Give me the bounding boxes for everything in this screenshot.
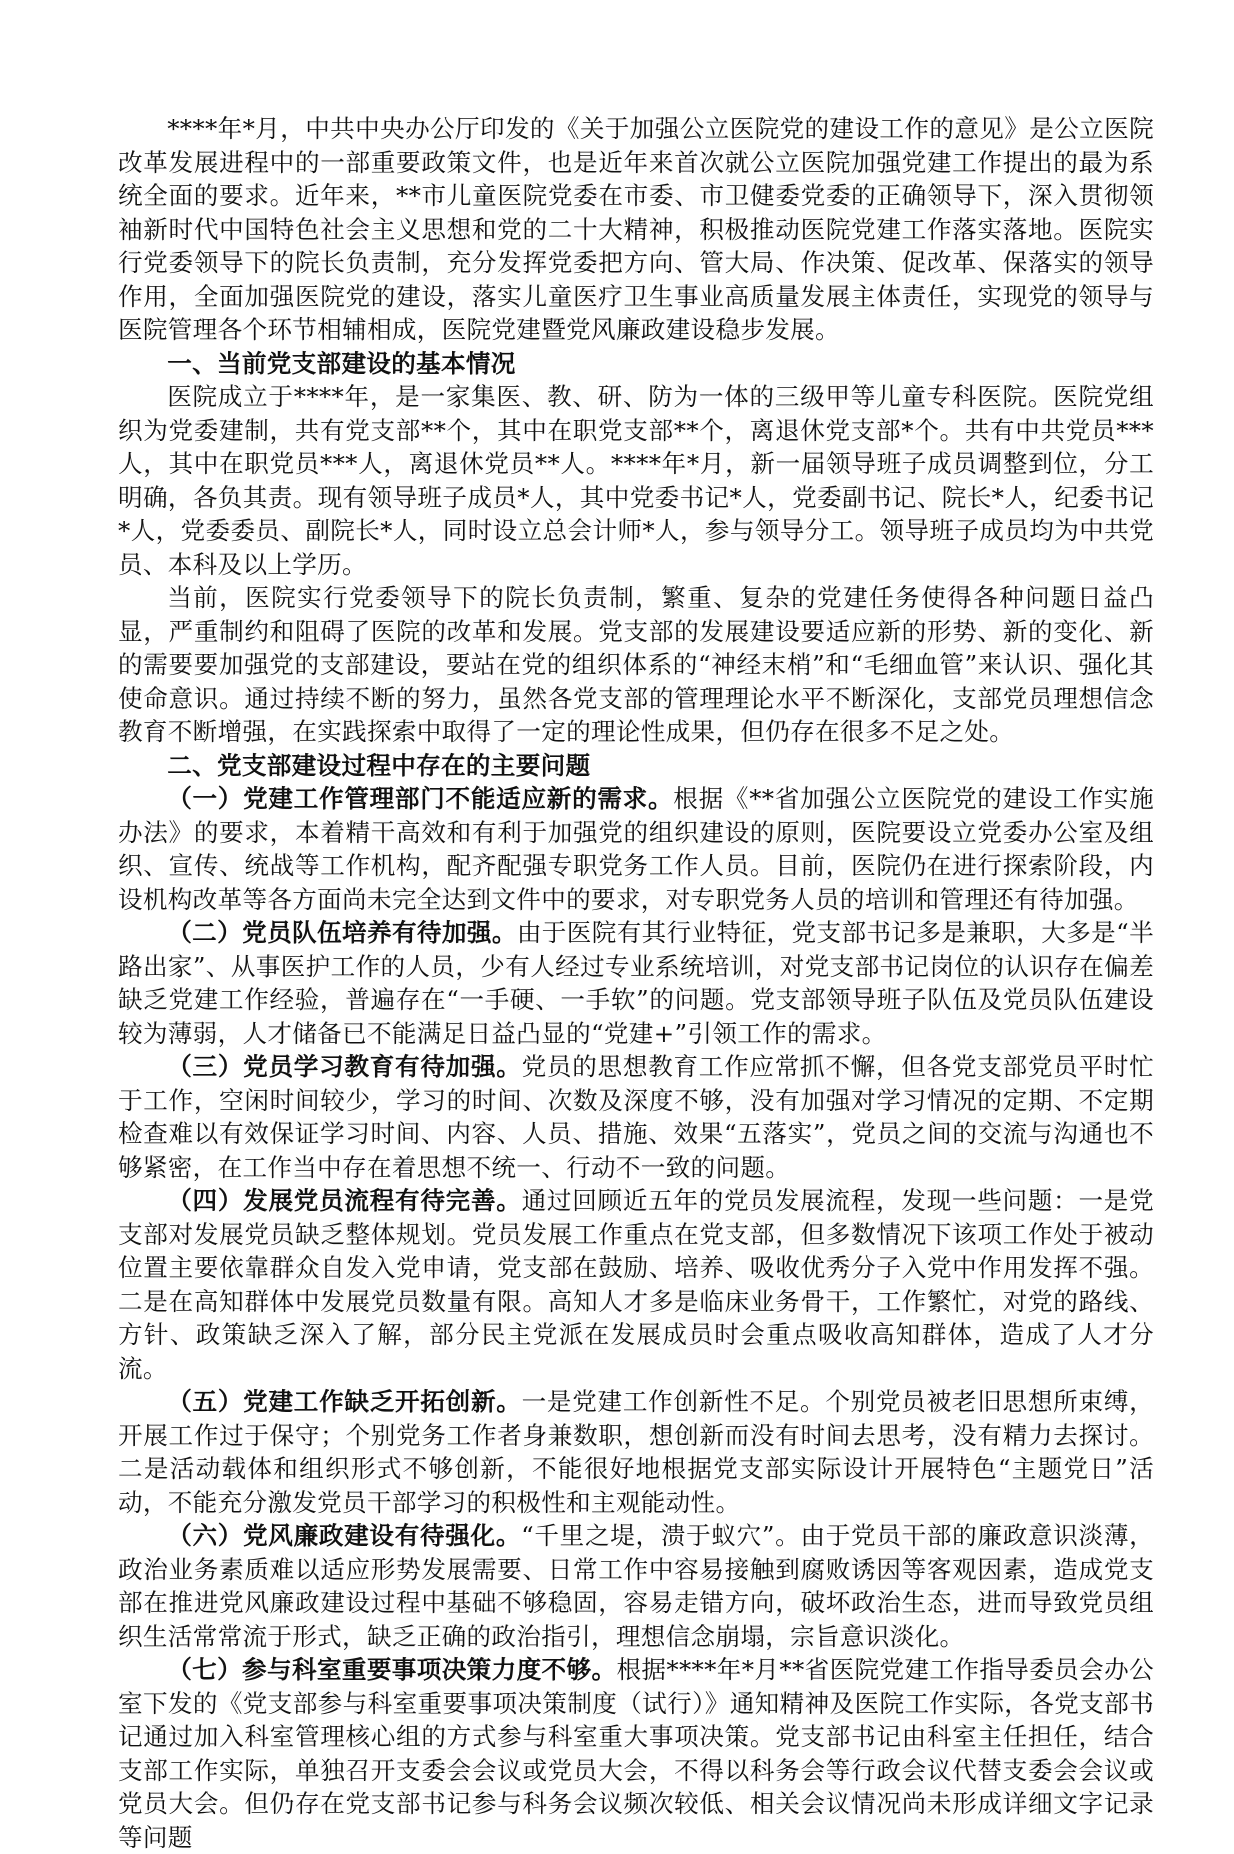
section-heading-main-problems: 二、党支部建设过程中存在的主要问题 (167, 750, 591, 780)
problem-item-1-title: （一）党建工作管理部门不能适应新的需求。 (167, 784, 674, 813)
document-body (118, 112, 1154, 1854)
problem-item-5-text: 一是党建工作创新性不足。个别党员被老旧思想所束缚，开展工作过于保守；个别党务工作者身兼数职，想创新而没有时间去思考，没有精力去探讨。二是活动载体和组织形式不够创新，不能很好地根据党支部实际设计开展特色“主题党日”活动，不能充分激发党员干部学习的积极性和主观能动性。 (118, 1387, 1154, 1517)
problem-item-3 (118, 1050, 1154, 1184)
problem-item-2-title: （二）党员队伍培养有待加强。 (167, 918, 517, 947)
intro-paragraph: ****年*月，中共中央办公厅印发的《关于加强公立医院党的建设工作的意见》是公立医院改革发展进程中的一部重要政策文件，也是近年来首次就公立医院加强党建工作提出的最为系统全面的要求。近年来，**市儿童医院党委在市委、市卫健委党委的正确领导下，深入贯彻领袖新时代中国特色社会主义思想和党的二十大精神，积极推动医院党建工作落实落地。医院实行党委领导下的院长负责制，充分发挥党委把方向、管大局、作决策、促改革、保落实的领导作用，全面加强医院党的建设，落实儿童医疗卫生事业高质量发展主体责任，实现党的领导与医院管理各个环节相辅相成，医院党建暨党风廉政建设稳步发展。 (118, 114, 1154, 344)
problem-item-1 (118, 782, 1154, 916)
section-heading-basic-situation: 一、当前党支部建设的基本情况 (167, 348, 516, 378)
problem-item-5-title: （五）党建工作缺乏开拓创新。 (167, 1387, 522, 1416)
problem-item-3-title: （三）党员学习教育有待加强。 (167, 1052, 522, 1081)
problem-item-2 (118, 916, 1154, 1050)
problem-item-4-title: （四）发展党员流程有待完善。 (167, 1186, 522, 1215)
problem-item-1-text: 根据《**省加强公立医院党的建设工作实施办法》的要求，本着精干高效和有利于加强党的组织建设的原则，医院要设立党委办公室及组织、宣传、统战等工作机构，配齐配强专职党务工作人员。目前，医院仍在进行探索阶段，内设机构改革等各方面尚未完全达到文件中的要求，对专职党务人员的培训和管理还有待加强。 (118, 784, 1154, 914)
basic-situation-paragraph-1: 医院成立于****年，是一家集医、教、研、防为一体的三级甲等儿童专科医院。医院党组织为党委建制，共有党支部**个，其中在职党支部**个，离退休党支部*个。共有中共党员***人，其中在职党员***人，离退休党员**人。****年*月，新一届领导班子成员调整到位，分工明确，各负其责。现有领导班子成员*人，其中党委书记*人，党委副书记、院长*人，纪委书记*人，党委委员、副院长*人，同时设立总会计师*人，参与领导分工。领导班子成员均为中共党员、本科及以上学历。 (118, 382, 1154, 579)
problem-item-7 (118, 1653, 1154, 1854)
problem-item-5 (118, 1385, 1154, 1519)
problem-item-6 (118, 1519, 1154, 1653)
problem-item-6-text: “千里之堤，溃于蚁穴”。由于党员干部的廉政意识淡薄，政治业务素质难以适应形势发展需要、日常工作中容易接触到腐败诱因等客观因素，造成党支部在推进党风廉政建设过程中基础不够稳固，容易走错方向，破坏政治生态，进而导致党员组织生活常常流于形式，缺乏正确的政治指引，理想信念崩塌，宗旨意识淡化。 (118, 1521, 1154, 1651)
problem-item-2-text: 由于医院有其行业特征，党支部书记多是兼职，大多是“半路出家”、从事医护工作的人员，少有人经过专业系统培训，对党支部书记岗位的认识存在偏差缺乏党建工作经验，普遍存在“一手硬、一手软”的问题。党支部领导班子队伍及党员队伍建设较为薄弱，人才储备已不能满足日益凸显的“党建+”引领工作的需求。 (118, 918, 1155, 1048)
problem-item-3-text: 党员的思想教育工作应常抓不懈，但各党支部党员平时忙于工作，空闲时间较少，学习的时间、次数及深度不够，没有加强对学习情况的定期、不定期检查难以有效保证学习时间、内容、人员、措施、效果“五落实”，党员之间的交流与沟通也不够紧密，在工作当中存在着思想不统一、行动不一致的问题。 (118, 1052, 1154, 1182)
problem-item-4-text: 通过回顾近五年的党员发展流程，发现一些问题：一是党支部对发展党员缺乏整体规划。党员发展工作重点在党支部，但多数情况下该项工作处于被动位置主要依靠群众自发入党申请，党支部在鼓励、培养、吸收优秀分子入党中作用发挥不强。二是在高知群体中发展党员数量有限。高知人才多是临床业务骨干，工作繁忙，对党的路线、方针、政策缺乏深入了解，部分民主党派在发展成员时会重点吸收高知群体，造成了人才分流。 (118, 1186, 1154, 1383)
problem-item-7-text: 根据****年*月**省医院党建工作指导委员会办公室下发的《党支部参与科室重要事项决策制度（试行）》通知精神及医院工作实际，各党支部书记通过加入科室管理核心组的方式参与科室重大事项决策。党支部书记由科室主任担任，结合支部工作实际，单独召开支委会会议或党员大会，不得以科务会等行政会议代替支委会会议或党员大会。但仍存在党支部书记参与科务会议频次较低、相关会议情况尚未形成详细文字记录等问题 (118, 1655, 1154, 1852)
problem-item-7-title: （七）参与科室重要事项决策力度不够。 (167, 1655, 617, 1684)
basic-situation-paragraph-2: 当前，医院实行党委领导下的院长负责制，繁重、复杂的党建任务使得各种问题日益凸显，严重制约和阻碍了医院的改革和发展。党支部的发展建设要适应新的形势、新的变化、新的需要要加强党的支部建设，要站在党的组织体系的“神经末梢”和“毛细血管”来认识、强化其使命意识。通过持续不断的努力，虽然各党支部的管理理论水平不断深化，支部党员理想信念教育不断增强，在实践探索中取得了一定的理论性成果，但仍存在很多不足之处。 (118, 583, 1154, 746)
problem-item-6-title: （六）党风廉政建设有待强化。 (167, 1521, 522, 1550)
problem-item-4 (118, 1184, 1154, 1385)
